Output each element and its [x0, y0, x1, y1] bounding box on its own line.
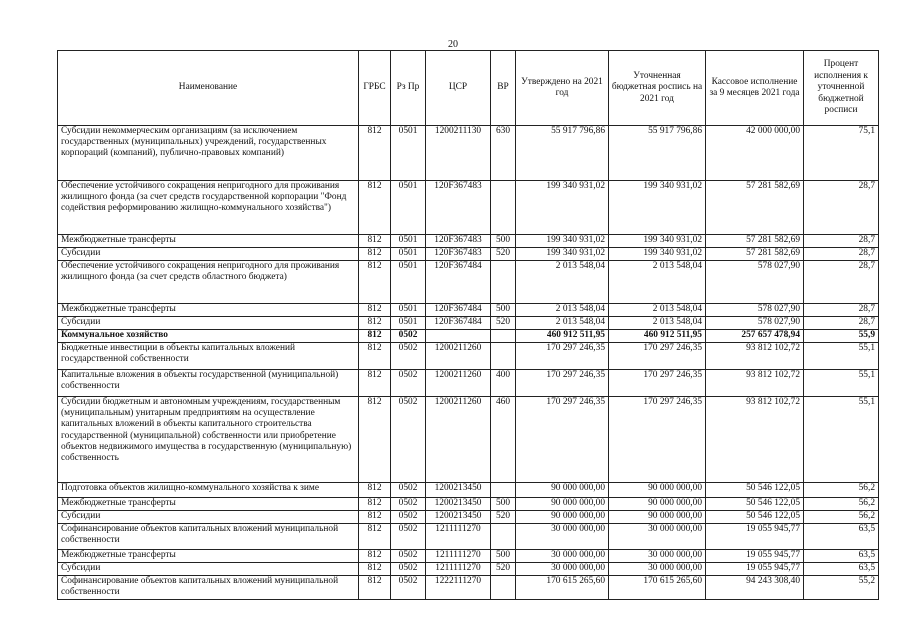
row-rzpr-cell: 0501 — [391, 181, 426, 235]
row-cash-cell: 257 657 478,94 — [706, 330, 804, 343]
table-row — [58, 317, 879, 330]
row-approved-cell: 170 297 246,35 — [516, 397, 609, 483]
row-grbs-cell: 812 — [359, 483, 391, 498]
row-rzpr-cell: 0501 — [391, 304, 426, 317]
row-rzpr-cell: 0501 — [391, 126, 426, 181]
table-row — [58, 511, 879, 524]
table-row — [58, 330, 879, 343]
row-cash-cell: 19 055 945,77 — [706, 550, 804, 563]
row-refined-cell: 90 000 000,00 — [609, 483, 706, 498]
row-cash-cell: 42 000 000,00 — [706, 126, 804, 181]
row-refined-cell: 199 340 931,02 — [609, 248, 706, 261]
row-percent-cell: 55,2 — [804, 576, 879, 600]
row-refined-cell: 90 000 000,00 — [609, 498, 706, 511]
table-row — [58, 235, 879, 248]
row-approved-cell: 170 297 246,35 — [516, 370, 609, 397]
row-rzpr-cell: 0502 — [391, 498, 426, 511]
row-name-cell: Бюджетные инвестиции в объекты капитальных вложений государственной собственности — [58, 343, 359, 370]
row-name-cell: Субсидии некоммерческим организациям (за исключением государственных (муниципальных) учреждений, государственных корпораций (компаний), публично-правовых компаний) — [58, 126, 359, 181]
row-csr-cell: 120F367483 — [426, 235, 491, 248]
row-refined-cell: 2 013 548,04 — [609, 304, 706, 317]
row-rzpr-cell: 0502 — [391, 563, 426, 576]
table-row — [58, 261, 879, 304]
row-vr-cell: 460 — [491, 397, 516, 483]
table-row — [58, 498, 879, 511]
row-rzpr-cell: 0502 — [391, 397, 426, 483]
table-row — [58, 397, 879, 483]
row-grbs-cell: 812 — [359, 563, 391, 576]
header-csr: ЦСР — [426, 51, 491, 126]
row-approved-cell: 55 917 796,86 — [516, 126, 609, 181]
page-number: 20 — [448, 39, 458, 50]
row-name-cell: Межбюджетные трансферты — [58, 235, 359, 248]
row-grbs-cell: 812 — [359, 330, 391, 343]
row-approved-cell: 460 912 511,95 — [516, 330, 609, 343]
row-refined-cell: 460 912 511,95 — [609, 330, 706, 343]
table-row — [58, 181, 879, 235]
row-vr-cell: 520 — [491, 248, 516, 261]
row-cash-cell: 93 812 102,72 — [706, 370, 804, 397]
row-name-cell: Межбюджетные трансферты — [58, 550, 359, 563]
row-name-cell: Субсидии — [58, 248, 359, 261]
row-csr-cell: 1200213450 — [426, 483, 491, 498]
row-vr-cell — [491, 483, 516, 498]
table-row — [58, 126, 879, 181]
row-vr-cell — [491, 261, 516, 304]
row-cash-cell: 93 812 102,72 — [706, 343, 804, 370]
table-row — [58, 248, 879, 261]
row-grbs-cell: 812 — [359, 235, 391, 248]
row-rzpr-cell: 0502 — [391, 511, 426, 524]
row-name-cell: Субсидии бюджетным и автономным учреждениям, государственным (муниципальным) унитарным предприятиям на осуществление капитальных вложений в объекты капитального строительства государственной (муниципальной) собственности или приобретение объектов недвижимого имущества в государственную (муниципальную) собственность — [58, 397, 359, 483]
row-rzpr-cell: 0501 — [391, 261, 426, 304]
row-cash-cell: 19 055 945,77 — [706, 524, 804, 550]
header-cash: Кассовое исполнение за 9 месяцев 2021 года — [706, 51, 804, 126]
row-refined-cell: 170 297 246,35 — [609, 370, 706, 397]
row-grbs-cell: 812 — [359, 261, 391, 304]
row-percent-cell: 28,7 — [804, 304, 879, 317]
row-rzpr-cell: 0502 — [391, 343, 426, 370]
row-vr-cell: 500 — [491, 550, 516, 563]
row-csr-cell: 1200211260 — [426, 397, 491, 483]
table-header-row — [58, 51, 879, 126]
row-cash-cell: 57 281 582,69 — [706, 235, 804, 248]
table-row — [58, 550, 879, 563]
row-name-cell: Софинансирование объектов капитальных вложений муниципальной собственности — [58, 524, 359, 550]
row-rzpr-cell: 0502 — [391, 550, 426, 563]
row-approved-cell: 30 000 000,00 — [516, 563, 609, 576]
row-vr-cell: 520 — [491, 511, 516, 524]
row-vr-cell: 520 — [491, 317, 516, 330]
row-approved-cell: 90 000 000,00 — [516, 498, 609, 511]
row-percent-cell: 63,5 — [804, 524, 879, 550]
row-percent-cell: 28,7 — [804, 317, 879, 330]
header-name: Наименование — [58, 51, 359, 126]
row-percent-cell: 63,5 — [804, 550, 879, 563]
row-vr-cell: 500 — [491, 498, 516, 511]
row-percent-cell: 56,2 — [804, 498, 879, 511]
row-cash-cell: 578 027,90 — [706, 304, 804, 317]
table-row — [58, 343, 879, 370]
row-percent-cell: 28,7 — [804, 235, 879, 248]
row-refined-cell: 30 000 000,00 — [609, 524, 706, 550]
header-approved: Утверждено на 2021 год — [516, 51, 609, 126]
row-name-cell: Подготовка объектов жилищно-коммунального хозяйства к зиме — [58, 483, 359, 498]
row-percent-cell: 28,7 — [804, 261, 879, 304]
row-cash-cell: 578 027,90 — [706, 317, 804, 330]
table-row — [58, 370, 879, 397]
row-cash-cell: 50 546 122,05 — [706, 511, 804, 524]
row-percent-cell: 55,1 — [804, 343, 879, 370]
row-vr-cell: 520 — [491, 563, 516, 576]
row-vr-cell — [491, 343, 516, 370]
budget-table — [57, 50, 879, 600]
row-refined-cell: 170 297 246,35 — [609, 397, 706, 483]
row-grbs-cell: 812 — [359, 370, 391, 397]
row-cash-cell: 57 281 582,69 — [706, 248, 804, 261]
header-percent: Процент исполнения к уточненной бюджетной росписи — [804, 51, 879, 126]
row-rzpr-cell: 0502 — [391, 483, 426, 498]
row-name-cell: Межбюджетные трансферты — [58, 304, 359, 317]
table-row — [58, 576, 879, 600]
row-name-cell: Капитальные вложения в объекты государственной (муниципальной) собственности — [58, 370, 359, 397]
row-grbs-cell: 812 — [359, 397, 391, 483]
row-cash-cell: 50 546 122,05 — [706, 483, 804, 498]
row-grbs-cell: 812 — [359, 576, 391, 600]
row-rzpr-cell: 0501 — [391, 317, 426, 330]
row-refined-cell: 170 297 246,35 — [609, 343, 706, 370]
row-approved-cell: 199 340 931,02 — [516, 248, 609, 261]
header-rzpr: Рз Пр — [391, 51, 426, 126]
row-cash-cell: 578 027,90 — [706, 261, 804, 304]
row-refined-cell: 2 013 548,04 — [609, 317, 706, 330]
row-rzpr-cell: 0501 — [391, 235, 426, 248]
row-approved-cell: 90 000 000,00 — [516, 511, 609, 524]
row-csr-cell — [426, 330, 491, 343]
row-percent-cell: 55,1 — [804, 370, 879, 397]
row-approved-cell: 2 013 548,04 — [516, 304, 609, 317]
row-grbs-cell: 812 — [359, 317, 391, 330]
row-approved-cell: 199 340 931,02 — [516, 235, 609, 248]
row-name-cell: Субсидии — [58, 511, 359, 524]
row-refined-cell: 2 013 548,04 — [609, 261, 706, 304]
row-percent-cell: 56,2 — [804, 511, 879, 524]
row-approved-cell: 2 013 548,04 — [516, 317, 609, 330]
row-approved-cell: 30 000 000,00 — [516, 550, 609, 563]
header-vr: ВР — [491, 51, 516, 126]
row-percent-cell: 55,9 — [804, 330, 879, 343]
row-refined-cell: 170 615 265,60 — [609, 576, 706, 600]
row-rzpr-cell: 0502 — [391, 576, 426, 600]
row-vr-cell: 630 — [491, 126, 516, 181]
table-row — [58, 563, 879, 576]
row-refined-cell: 199 340 931,02 — [609, 181, 706, 235]
table-row — [58, 304, 879, 317]
row-approved-cell: 170 615 265,60 — [516, 576, 609, 600]
row-csr-cell: 120F367483 — [426, 181, 491, 235]
row-approved-cell: 2 013 548,04 — [516, 261, 609, 304]
row-csr-cell: 1200213450 — [426, 511, 491, 524]
row-csr-cell: 1211111270 — [426, 550, 491, 563]
row-rzpr-cell: 0502 — [391, 524, 426, 550]
row-grbs-cell: 812 — [359, 524, 391, 550]
row-percent-cell: 56,2 — [804, 483, 879, 498]
row-csr-cell: 120F367484 — [426, 317, 491, 330]
row-cash-cell: 93 812 102,72 — [706, 397, 804, 483]
table-row — [58, 483, 879, 498]
row-percent-cell: 75,1 — [804, 126, 879, 181]
row-cash-cell: 94 243 308,40 — [706, 576, 804, 600]
row-refined-cell: 90 000 000,00 — [609, 511, 706, 524]
row-rzpr-cell: 0501 — [391, 248, 426, 261]
table-row — [58, 524, 879, 550]
row-vr-cell — [491, 576, 516, 600]
row-csr-cell: 1200211260 — [426, 370, 491, 397]
row-vr-cell — [491, 181, 516, 235]
row-vr-cell: 400 — [491, 370, 516, 397]
row-rzpr-cell: 0502 — [391, 370, 426, 397]
row-percent-cell: 28,7 — [804, 181, 879, 235]
row-csr-cell: 120F367484 — [426, 261, 491, 304]
header-refined: Уточненная бюджетная роспись на 2021 год — [609, 51, 706, 126]
header-grbs: ГРБС — [359, 51, 391, 126]
row-rzpr-cell: 0502 — [391, 330, 426, 343]
row-name-cell: Обеспечение устойчивого сокращения непригодного для проживания жилищного фонда (за счет средств областного бюджета) — [58, 261, 359, 304]
row-name-cell: Субсидии — [58, 563, 359, 576]
row-grbs-cell: 812 — [359, 511, 391, 524]
row-vr-cell — [491, 330, 516, 343]
row-vr-cell — [491, 524, 516, 550]
row-grbs-cell: 812 — [359, 498, 391, 511]
row-name-cell: Обеспечение устойчивого сокращения непригодного для проживания жилищного фонда (за счет средств государственной корпорации "Фонд содействия реформированию жилищно-коммунального хозяйства") — [58, 181, 359, 235]
row-approved-cell: 199 340 931,02 — [516, 181, 609, 235]
row-refined-cell: 55 917 796,86 — [609, 126, 706, 181]
row-csr-cell: 1200213450 — [426, 498, 491, 511]
row-percent-cell: 55,1 — [804, 397, 879, 483]
row-name-cell: Коммунальное хозяйство — [58, 330, 359, 343]
row-csr-cell: 1211111270 — [426, 563, 491, 576]
row-refined-cell: 30 000 000,00 — [609, 550, 706, 563]
row-vr-cell: 500 — [491, 235, 516, 248]
row-percent-cell: 28,7 — [804, 248, 879, 261]
row-grbs-cell: 812 — [359, 550, 391, 563]
row-csr-cell: 1222111270 — [426, 576, 491, 600]
row-approved-cell: 30 000 000,00 — [516, 524, 609, 550]
row-cash-cell: 57 281 582,69 — [706, 181, 804, 235]
row-grbs-cell: 812 — [359, 304, 391, 317]
row-name-cell: Софинансирование объектов капитальных вложений муниципальной собственности — [58, 576, 359, 600]
row-csr-cell: 1211111270 — [426, 524, 491, 550]
row-csr-cell: 1200211260 — [426, 343, 491, 370]
row-grbs-cell: 812 — [359, 126, 391, 181]
row-refined-cell: 30 000 000,00 — [609, 563, 706, 576]
row-percent-cell: 63,5 — [804, 563, 879, 576]
row-grbs-cell: 812 — [359, 181, 391, 235]
row-approved-cell: 90 000 000,00 — [516, 483, 609, 498]
row-csr-cell: 120F367484 — [426, 304, 491, 317]
row-vr-cell: 500 — [491, 304, 516, 317]
row-csr-cell: 1200211130 — [426, 126, 491, 181]
row-grbs-cell: 812 — [359, 248, 391, 261]
row-name-cell: Межбюджетные трансферты — [58, 498, 359, 511]
row-approved-cell: 170 297 246,35 — [516, 343, 609, 370]
row-csr-cell: 120F367483 — [426, 248, 491, 261]
row-cash-cell: 50 546 122,05 — [706, 498, 804, 511]
row-cash-cell: 19 055 945,77 — [706, 563, 804, 576]
row-grbs-cell: 812 — [359, 343, 391, 370]
row-refined-cell: 199 340 931,02 — [609, 235, 706, 248]
row-name-cell: Субсидии — [58, 317, 359, 330]
